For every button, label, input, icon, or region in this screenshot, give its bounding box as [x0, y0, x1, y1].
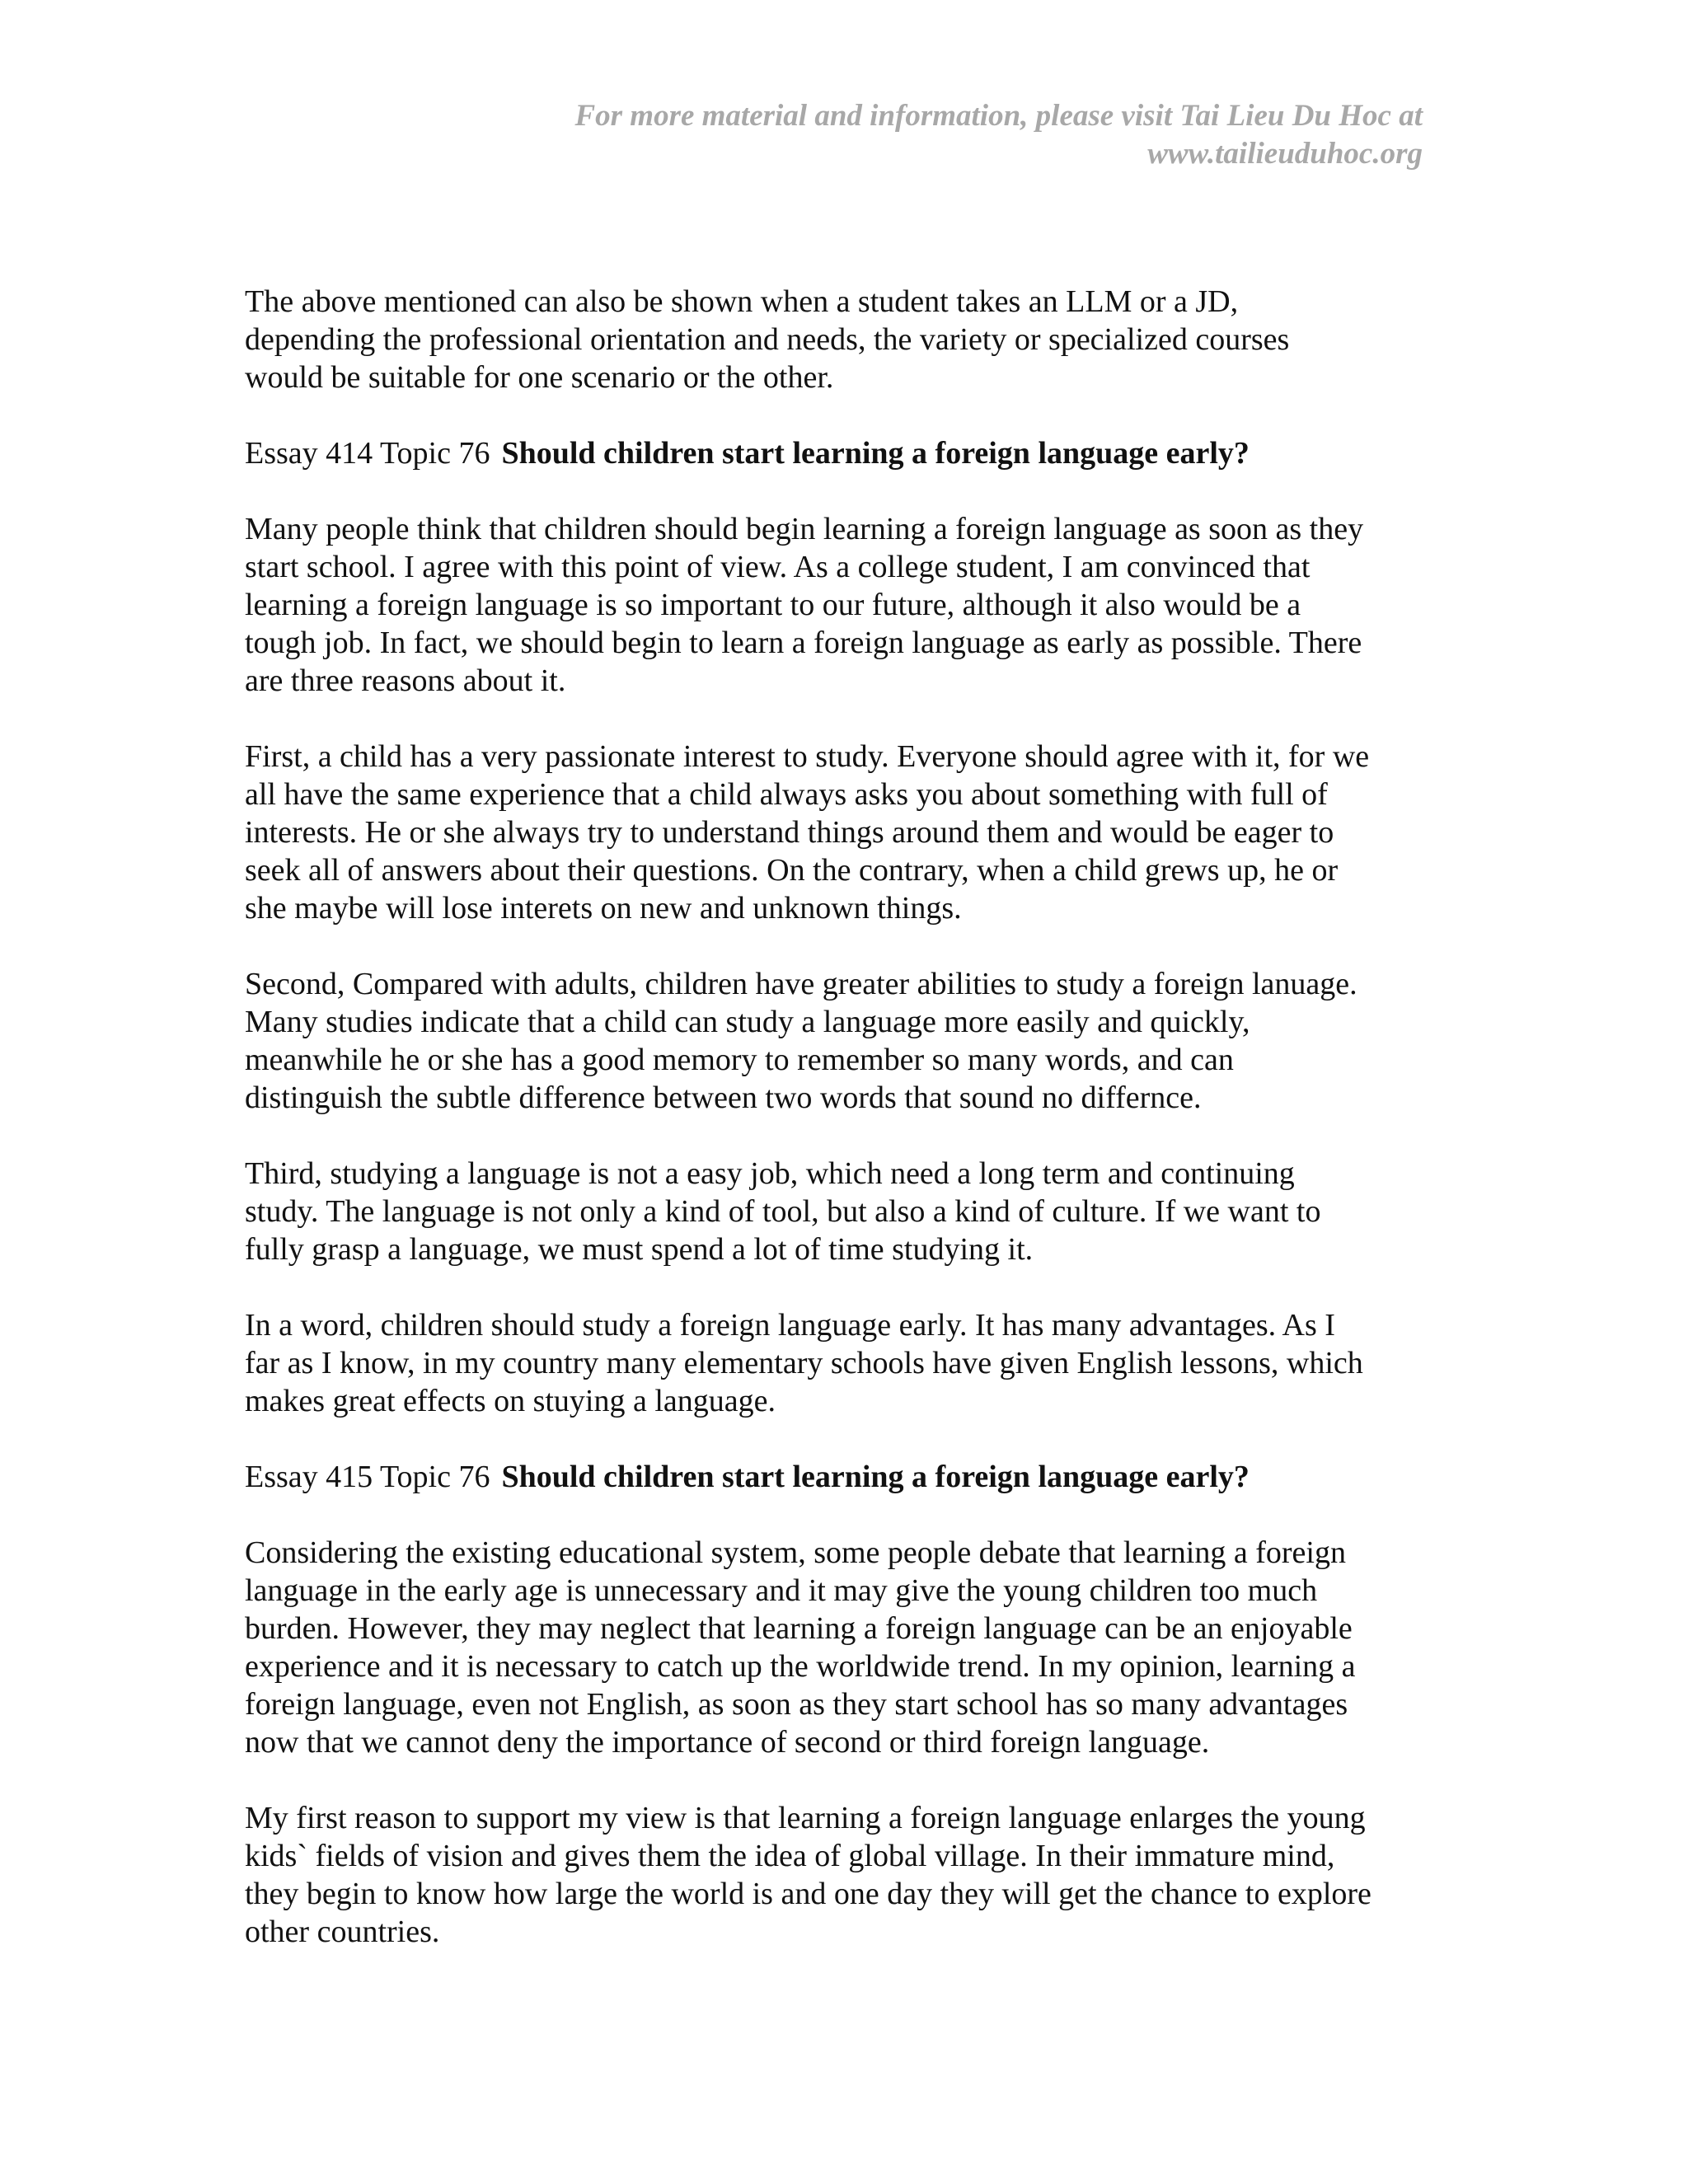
intro-paragraph: [245, 283, 1448, 396]
text-line: burden. However, they may neglect that learning a foreign language can be an enjoyable: [245, 1611, 1353, 1646]
header-line-2: www.tailieuduhoc.org: [1147, 137, 1423, 171]
text-line: are three reasons about it.: [245, 663, 566, 698]
header-line-1: For more material and information, please visit Tai Lieu Du Hoc at: [574, 99, 1423, 133]
essay-415-title: Should children start learning a foreign language early?: [501, 1460, 1250, 1494]
essay-414-heading: [245, 434, 1448, 472]
essay-414-paragraph-5: [245, 1306, 1448, 1420]
text-line: First, a child has a very passionate interest to study. Everyone should agree with it, for we: [245, 739, 1370, 774]
text-line: would be suitable for one scenario or the other.: [245, 360, 834, 395]
text-line: experience and it is necessary to catch up the worldwide trend. In my opinion, learning a: [245, 1649, 1356, 1684]
text-line: language in the early age is unnecessary and it may give the young children too much: [245, 1573, 1318, 1608]
text-line: makes great effects on stuying a language.: [245, 1384, 776, 1418]
text-line: Considering the existing educational system, some people debate that learning a foreign: [245, 1535, 1346, 1570]
text-line: she maybe will lose interets on new and unknown things.: [245, 891, 962, 926]
text-line: Third, studying a language is not a easy job, which need a long term and continuing: [245, 1156, 1295, 1191]
text-line: kids` fields of vision and gives them the idea of global village. In their immature mind,: [245, 1839, 1335, 1873]
text-line: foreign language, even not English, as soon as they start school has so many advantages: [245, 1687, 1348, 1722]
text-line: now that we cannot deny the importance of second or third foreign language.: [245, 1725, 1210, 1760]
text-line: learning a foreign language is so important to our future, although it also would be a: [245, 588, 1301, 622]
text-line: interests. He or she always try to understand things around them and would be eager to: [245, 815, 1334, 850]
essay-414-paragraph-2: [245, 738, 1448, 927]
text-line: they begin to know how large the world is and one day they will get the chance to explore: [245, 1877, 1372, 1911]
essay-415-paragraph-2: [245, 1799, 1448, 1951]
text-line: meanwhile he or she has a good memory to remember so many words, and can: [245, 1043, 1234, 1077]
text-line: fully grasp a language, we must spend a lot of time studying it.: [245, 1232, 1034, 1267]
page-header: [351, 97, 1423, 173]
essay-414-label: Essay 414 Topic 76: [245, 436, 490, 471]
text-line: Many people think that children should begin learning a foreign language as soon as they: [245, 512, 1364, 546]
text-line: In a word, children should study a foreign language early. It has many advantages. As I: [245, 1308, 1335, 1343]
text-line: study. The language is not only a kind of tool, but also a kind of culture. If we want to: [245, 1194, 1321, 1229]
essay-415-paragraph-1: [245, 1534, 1448, 1761]
text-line: start school. I agree with this point of view. As a college student, I am convinced that: [245, 550, 1311, 584]
essay-414-title: Should children start learning a foreign language early?: [501, 436, 1250, 471]
text-line: My first reason to support my view is that learning a foreign language enlarges the young: [245, 1801, 1366, 1835]
text-line: The above mentioned can also be shown when a student takes an LLM or a JD,: [245, 284, 1239, 319]
text-line: all have the same experience that a child always asks you about something with full of: [245, 777, 1328, 812]
text-line: other countries.: [245, 1915, 440, 1949]
essay-414-paragraph-4: [245, 1155, 1448, 1268]
essay-414-paragraph-1: [245, 510, 1448, 700]
text-line: Second, Compared with adults, children have greater abilities to study a foreign lanuage.: [245, 967, 1357, 1001]
text-line: Many studies indicate that a child can study a language more easily and quickly,: [245, 1005, 1250, 1039]
text-line: seek all of answers about their questions. On the contrary, when a child grews up, he or: [245, 853, 1339, 888]
document-body: [245, 283, 1448, 1989]
essay-414-paragraph-3: [245, 965, 1448, 1117]
essay-415-label: Essay 415 Topic 76: [245, 1460, 490, 1494]
text-line: tough job. In fact, we should begin to learn a foreign language as early as possible. There: [245, 626, 1362, 660]
text-line: depending the professional orientation and needs, the variety or specialized courses: [245, 322, 1290, 357]
text-line: far as I know, in my country many elementary schools have given English lessons, which: [245, 1346, 1363, 1380]
essay-415-heading: [245, 1458, 1448, 1496]
text-line: distinguish the subtle difference between two words that sound no differnce.: [245, 1080, 1202, 1115]
